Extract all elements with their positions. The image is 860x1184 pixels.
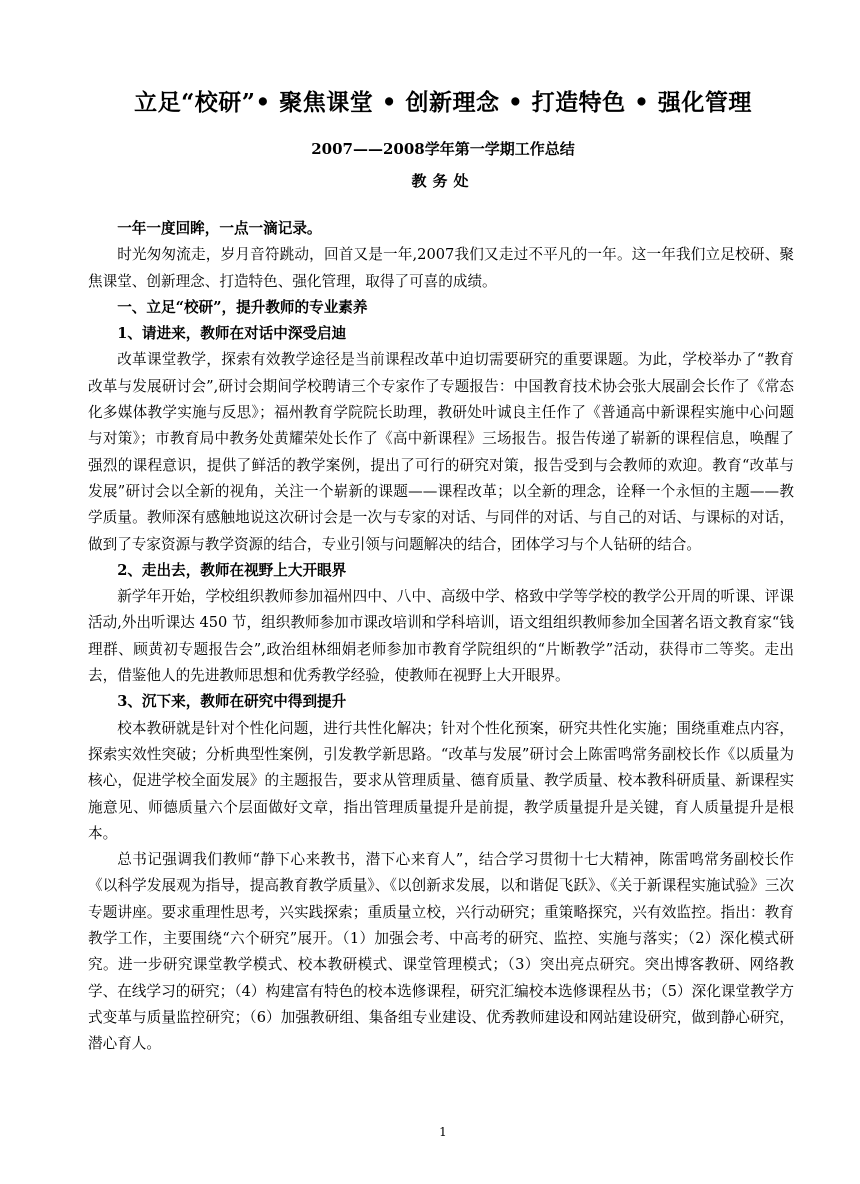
body-paragraph: 改革课堂教学，探索有效教学途径是当前课程改革中迫切需要研究的重要课题。为此，学校举办了“教育改革与发展研讨会”,研讨会期间学校聘请三个专家作了专题报告：中国教育技术协会张大展副会长作了《常态化多媒体教学实施与反思》；福州教育学院院长助理，教研处叶诚良主任作了《普通高中新课程实施中心问题与对策》；市教育局中教务处黄耀荣处长作了《高中新课程》三场报告。报告传递了崭新的课程信息，唤醒了强烈的课程意识，提供了鲜活的教学案例，提出了可行的研究对策，报告受到与会教师的欢迎。教育“改革与发展”研讨会以全新的视角，关注一个崭新的课题——课程改革；以全新的理念，诠释一个永恒的主题——教学质量。教师深有感触地说这次研讨会是一次与专家的对话、与同伴的对话、与自己的对话、与课标的对话，做到了专家资源与教学资源的结合，专业引领与问题解决的结合，团体学习与个人钻研的结合。 bbox=[88, 351, 794, 553]
body-paragraph: 校本教研就是针对个性化问题，进行共性化解决；针对个性化预案，研究共性化实施；围绕重难点内容，探索实效性突破；分析典型性案例，引发教学新思路。“改革与发展”研讨会上陈雷鸣常务副校长作《以质量为核心，促进学校全面发展》的主题报告，要求从管理质量、德育质量、教学质量、校本教科研质量、新课程实施意见、师德质量六个层面做好文章，指出管理质量提升是前提，教学质量提升是关键，育人质量提升是根本。 bbox=[88, 719, 794, 842]
subsection-heading-3: 3、沉下来，教师在研究中得到提升 bbox=[117, 693, 347, 711]
intro-paragraph: 时光匆匆流走，岁月音符跳动，回首又是一年,2007我们又走过不平凡的一年。这一年我们立足校研、聚焦课堂、创新理念、打造特色、强化管理，取得了可喜的成绩。 bbox=[88, 246, 794, 290]
section-heading-1: 一、立足“校研”，提升教师的专业素养 bbox=[117, 298, 368, 316]
body-paragraph: 新学年开始，学校组织教师参加福州四中、八中、高级中学、格致中学等学校的教学公开周的听课、评课活动,外出听课达 450 节，组织教师参加市课改培训和学科培训，语文组组织教师参加全国著名语文教育家“钱理群、顾黄初专题报告会”,政治组林细娟老师参加市教育学院组织的“片断教学”活动，获得市二等奖。走出去，借鉴他人的先进教师思想和优秀教学经验，使教师在视野上大开眼界。 bbox=[88, 588, 794, 685]
subsection-heading-2: 2、走出去，教师在视野上大开眼界 bbox=[117, 561, 347, 579]
body-paragraph: 总书记强调我们教师“静下心来教书，潜下心来育人”，结合学习贯彻十七大精神，陈雷鸣常务副校长作《以科学发展观为指导，提高教育教学质量》、《以创新求发展，以和谐促飞跃》、《关于新课程实施试验》三次专题讲座。要求重理性思考，兴实践探索；重质量立校，兴行动研究；重策略探究，兴有效监控。指出：教育教学工作，主要围绕“六个研究”展开。（1）加强会考、中高考的研究、监控、实施与落实；（2）深化模式研究。进一步研究课堂教学模式、校本教研模式、课堂管理模式；（3）突出亮点研究。突出博客教研、网络教学、在线学习的研究；（4）构建富有特色的校本选修课程，研究汇编校本选修课程丛书；（5）深化课堂教学方式变革与质量监控研究；（6）加强教研组、集备组专业建设、优秀教师建设和网站建设研究，做到静心研究，潜心育人。 bbox=[88, 851, 794, 1053]
document-subtitle: 2007——2008学年第一学期工作总结 bbox=[311, 140, 575, 158]
intro-heading: 一年一度回眸，一点一滴记录。 bbox=[117, 220, 322, 237]
department-name: 教务处 bbox=[411, 172, 475, 190]
page-number: 1 bbox=[439, 1125, 447, 1139]
document-title: 立足“校研”• 聚焦课堂 • 创新理念 • 打造特色 • 强化管理 bbox=[134, 89, 752, 116]
document-body bbox=[88, 216, 794, 1058]
subsection-heading-1: 1、请进来，教师在对话中深受启迪 bbox=[117, 325, 347, 343]
